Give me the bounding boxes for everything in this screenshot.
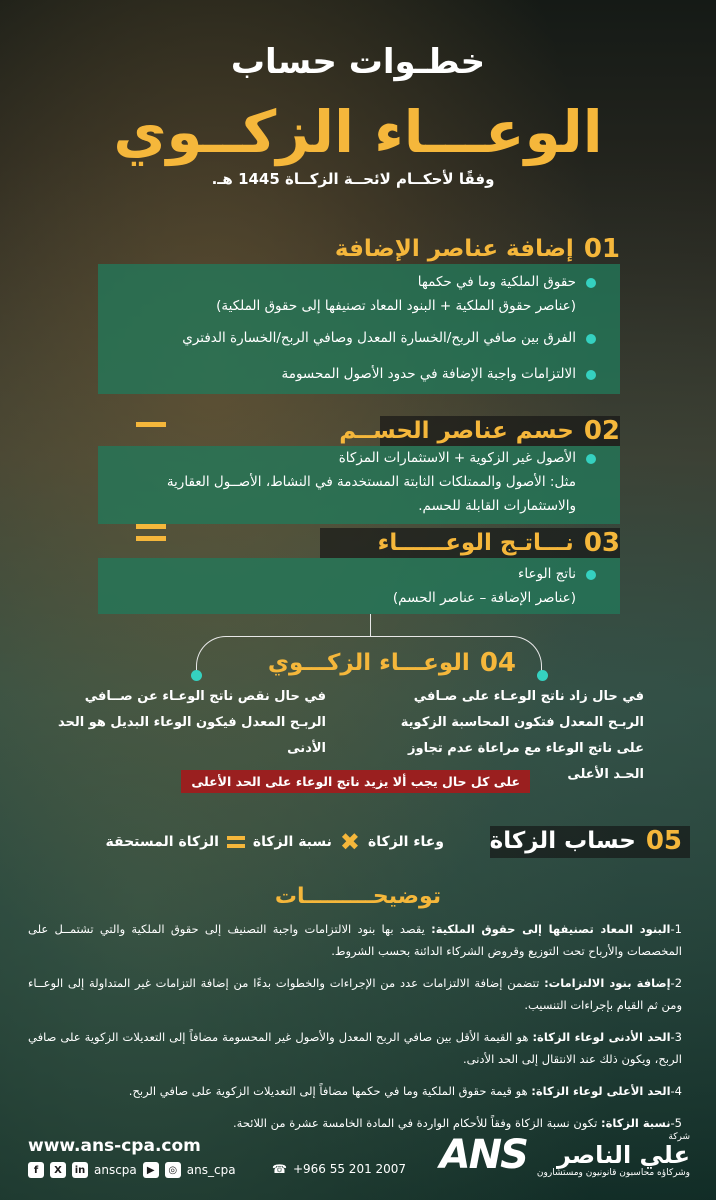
section-4-number: 04 <box>479 648 516 678</box>
item-text: الالتزامات واجبة الإضافة في حدود الأصول المحسومة <box>281 366 576 382</box>
warning-banner: على كل حال يجب ألا يزيد ناتج الوعاء على الحد الأعلى <box>181 770 530 793</box>
branch-dot-left-icon <box>191 670 202 681</box>
zakat-base-label: وعاء الزكاة <box>368 834 444 850</box>
bullet-icon <box>586 570 596 580</box>
logo-small-text: شركة <box>668 1132 690 1142</box>
list-item <box>108 362 596 386</box>
instagram-icon[interactable]: ◎ <box>165 1162 181 1178</box>
section-1-header <box>335 234 620 264</box>
section-3-box <box>98 558 620 614</box>
minus-operator-icon <box>136 422 166 427</box>
equals-operator-icon <box>136 524 166 541</box>
right-case-text: في حال زاد ناتج الوعـاء على صـافي الربـح المعدل فتكون المحاسبة الزكوية على ناتج الوعاء مع مراعاة عدم تجاوز الحـد الأعلى <box>400 689 644 782</box>
section-5-title: حساب الزكاة <box>489 828 636 854</box>
item-text: الأصول غير الزكوية + الاستثمارات المزكاة مثل: الأصول والممتلكات الثابتة المستخدمة في النشاط، الأصــول العقارية والاستثمارات القابلة للحسم. <box>166 450 576 514</box>
note-item: 2-إضافة بنود الالتزامات: تتضمن إضافة الالتزامات عدد من الإجراءات والخطوات بدءًا من إضافة التزامات غير المتداولة إلى الوعــاء ومن ثم القيام بإجراءات التنسيب. <box>28 976 683 1012</box>
equals-icon <box>227 836 245 848</box>
zakat-rate-label: نسبة الزكاة <box>252 834 332 850</box>
left-case-text: في حال نقص ناتج الوعـاء عن صــافي الربـح المعدل فيكون الوعاء البديل هو الحد الأدنى <box>58 689 326 756</box>
list-item <box>108 270 596 318</box>
handle-text: ans_cpa <box>186 1163 236 1177</box>
company-logo <box>440 1132 690 1178</box>
social-links <box>28 1162 236 1178</box>
zakat-due-label: الزكاة المستحقة <box>105 834 219 850</box>
note-item: 5-نسبة الزكاة: تكون نسبة الزكاة وفقاً للأحكام الواردة في المادة الخامسة عشرة من اللائحة. <box>233 1116 682 1130</box>
phone-contact <box>272 1162 406 1176</box>
section-1-title: إضافة عناصر الإضافة <box>334 236 574 262</box>
item-text: ناتج الوعاء (عناصر الإضافة – عناصر الحسم) <box>392 566 576 606</box>
facebook-icon[interactable]: f <box>28 1162 44 1178</box>
notes-title: توضيحـــــــــات <box>274 884 442 909</box>
section-4-header <box>268 648 516 678</box>
section-2-header <box>339 416 620 446</box>
note-item: 1-البنود المعاد تصنيفها إلى حقوق الملكية: يقصد بها بنود الالتزامات واجبة التصنيف إلى حقوق الملكية والتي تشتمــل على المخصصات والأرباح تحت التوزيع وقروض الشركاء الدائنة بحسب الشروط. <box>28 922 682 958</box>
list-item <box>108 562 596 610</box>
subtitle: وفقًا لأحكــام لائحــة الزكــاة 1445 هـ. <box>211 170 495 188</box>
item-text: حقوق الملكية وما في حكمها (عناصر حقوق الملكية + البنود المعاد تصنيفها إلى حقوق الملكية) <box>216 274 576 314</box>
section-2-title: حسم عناصر الحســم <box>339 418 574 444</box>
logo-mark: ANS <box>439 1132 527 1178</box>
phone-number[interactable]: +966 55 201 2007 <box>292 1162 407 1176</box>
section-1-box <box>98 264 620 394</box>
multiply-icon: ✖ <box>339 828 361 856</box>
section-5-header <box>490 826 682 856</box>
note-item: 4-الحد الأعلى لوعاء الزكاة: هو قيمة حقوق الملكية وما في حكمها مضافاً إلى التعديلات الزكوية على صافي الربح. <box>128 1084 682 1098</box>
note-item: 3-الحد الأدنى لوعاء الزكاة: هو القيمة الأقل بين صافي الربح المعدل والأصول غير المحسومة مضافاً إلى التعديلات الزكوية على صافي الربح، ويكون ذلك عند الانتقال إلى الحد الأدنى. <box>28 1030 682 1066</box>
notes-list <box>28 918 682 1144</box>
bullet-icon <box>586 454 596 464</box>
connector-line <box>370 614 371 636</box>
section-3-number: 03 <box>583 528 620 558</box>
logo-tagline: وشركاؤه محاسبون قانونيون ومستشارون <box>536 1168 690 1178</box>
bullet-icon <box>586 370 596 380</box>
phone-icon: ☎ <box>272 1162 287 1176</box>
logo-name: علي الناصر <box>557 1141 690 1169</box>
branch-dot-right-icon <box>537 670 548 681</box>
bullet-icon <box>586 278 596 288</box>
section-3-title: نـــاتـج الوعــــــاء <box>377 530 574 556</box>
website-link[interactable]: www.ans-cpa.com <box>28 1136 201 1156</box>
item-text: الفرق بين صافي الربح/الخسارة المعدل وصافي الربح/الخسارة الدفتري <box>182 330 576 346</box>
section-4-title: الوعـــاء الزكـــوي <box>267 650 470 676</box>
list-item <box>108 446 596 518</box>
section-5-number: 05 <box>645 826 682 856</box>
title-line2: الوعـــاء الزكــوي <box>113 98 603 166</box>
handle-text: anscpa <box>94 1163 137 1177</box>
title-line1: خطـوات حساب <box>230 42 486 82</box>
section-2-number: 02 <box>583 416 620 446</box>
section-3-header <box>378 528 620 558</box>
x-icon[interactable]: X <box>50 1162 66 1178</box>
linkedin-icon[interactable]: in <box>72 1162 88 1178</box>
bullet-icon <box>586 334 596 344</box>
zakat-formula <box>105 828 444 856</box>
list-item <box>108 326 596 350</box>
section-2-box <box>98 446 620 524</box>
youtube-icon[interactable]: ▶ <box>143 1162 159 1178</box>
section-1-number: 01 <box>583 234 620 264</box>
